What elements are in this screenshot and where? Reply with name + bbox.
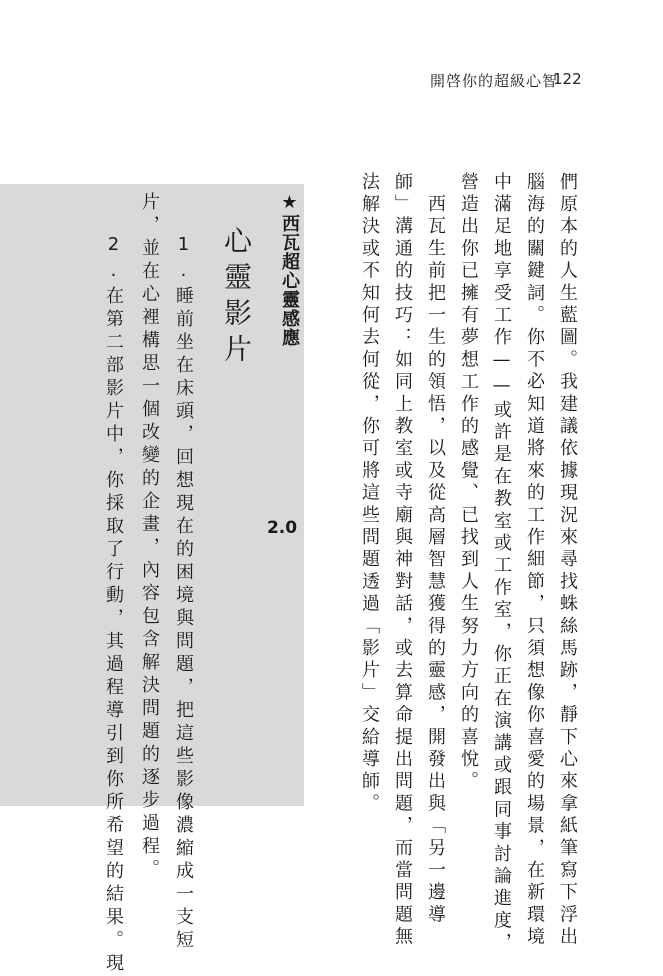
body-line-4: 營造出你已擁有夢想工作的感覺、已找到人生努力方向的喜悅。: [458, 172, 479, 794]
tip-line-1: 1.睡前坐在床頭，回想現在的困境與問題，把這些影像濃縮成一支短: [173, 234, 194, 953]
body-line-2: 腦海的關鍵詞。你不必知道將來的工作細節，只須想像你喜愛的場景，在新環境: [524, 172, 545, 949]
section-title: 心靈影片: [220, 226, 253, 370]
body-line-1: 們原本的人生藍圖。我建議依據現況來尋找蛛絲馬跡，靜下心來拿紙筆寫下浮出: [557, 172, 578, 949]
tip-line-2: 片，並在心裡構思一個改變的企畫，內容包含解決問題的逐步過程。: [139, 192, 160, 882]
body-line-6: 師」溝通的技巧：如同上教室或寺廟與神對話，或去算命提出問題，而當問題無: [392, 172, 413, 949]
tip-version: 2.0: [266, 518, 298, 538]
running-header: [430, 70, 630, 94]
book-title: 開啓你的超級心智: [430, 72, 559, 90]
tip-sidebar: [0, 184, 304, 976]
page-number: 122: [553, 70, 582, 88]
body-line-3: 中滿足地享受工作——或許是在教室或工作室，你正在演講或跟同事討論進度，: [491, 172, 512, 955]
tip-title: ★西瓦超心靈感應: [279, 192, 300, 347]
body-line-5: 西瓦生前把一生的領悟，以及從高層智慧獲得的靈感，開發出與「另一邊導: [425, 172, 446, 927]
body-line-7: 法解決或不知何去何從，你可將這些問題透過「影片」交給導師。: [359, 172, 380, 816]
tip-line-3: 2.在第二部影片中，你採取了行動，其過程導引到你所希望的結果。現: [103, 234, 124, 976]
